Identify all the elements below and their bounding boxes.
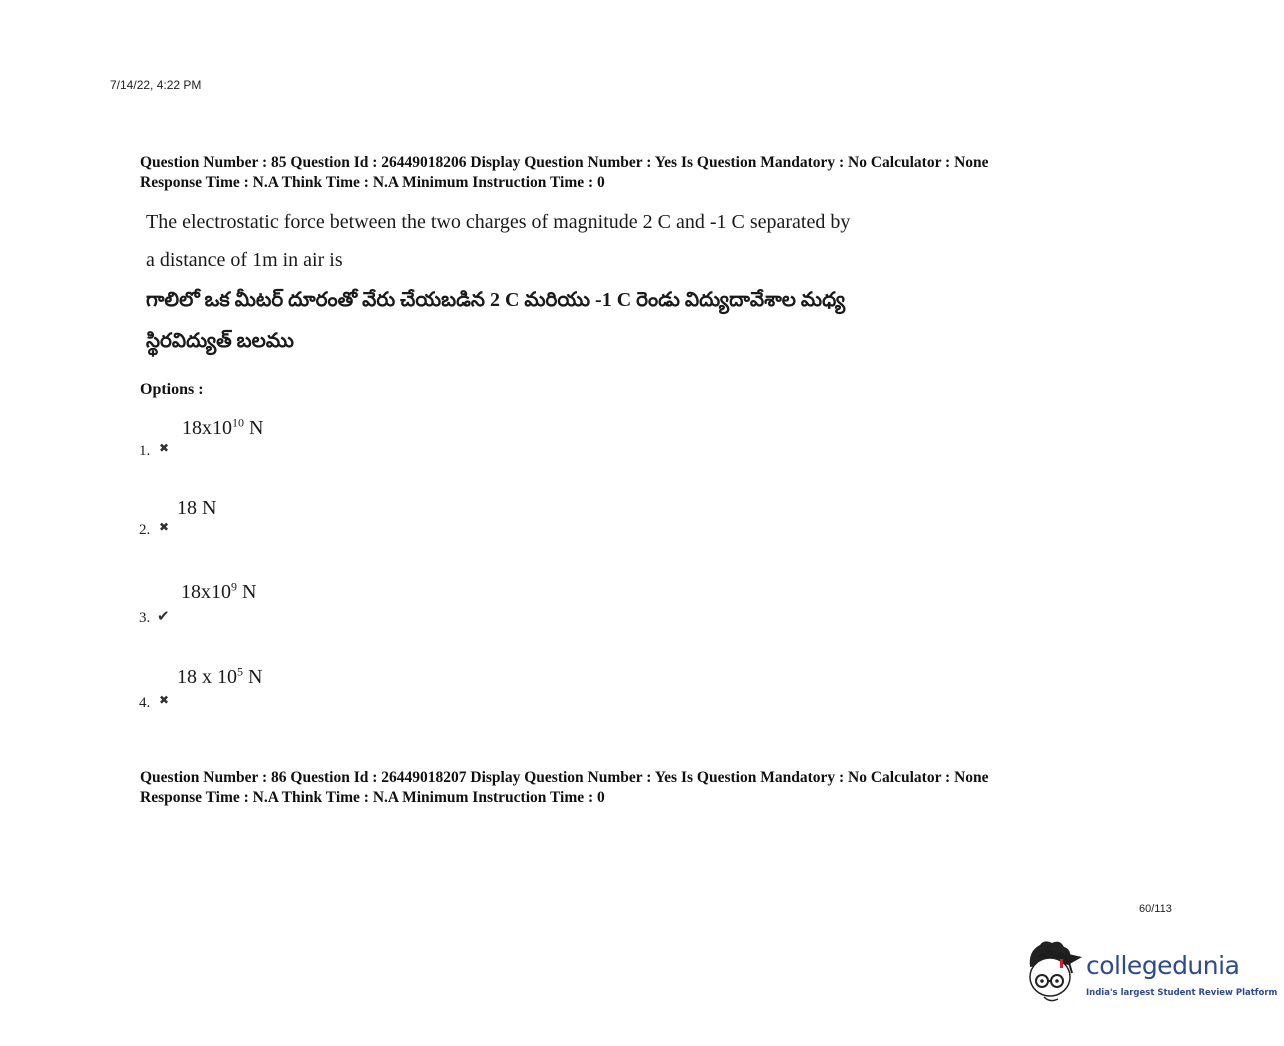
option-2-text (177, 497, 216, 520)
option-1-number: 1. (139, 443, 151, 459)
option-4-text (177, 666, 262, 689)
option-3-exponent: 9 (231, 579, 237, 594)
cross-mark-icon: ✖ (159, 693, 170, 707)
option-3-text (181, 581, 256, 604)
option-4-exponent: 5 (237, 664, 243, 679)
question-86-metadata (140, 768, 989, 807)
option-2-base: 18 N (177, 497, 217, 519)
question-text-telugu-line-1: గాలిలో ఒక మీటర్ దూరంతో వేరు చేయబడిన 2 C మరియు -1 C రెండు విద్యుదావేశాల మధ్య (146, 289, 846, 311)
mascot-icon (1024, 937, 1086, 1009)
options-label: Options : (140, 381, 204, 398)
cross-mark-icon: ✖ (159, 520, 170, 534)
question-text-english-line-1: The electrostatic force between the two charges of magnitude 2 C and -1 C separated by (146, 211, 851, 233)
print-timestamp: 7/14/22, 4:22 PM (110, 78, 202, 92)
option-1-unit: N (244, 417, 264, 439)
question-85-meta-line-1: Question Number : 85 Question Id : 26449018206 Display Question Number : Yes Is Question Mandatory : No Calculator : None (140, 154, 989, 171)
question-86-meta-line-1: Question Number : 86 Question Id : 26449018207 Display Question Number : Yes Is Question Mandatory : No Calculator : None (140, 769, 989, 786)
page-number: 60/113 (1139, 903, 1172, 915)
question-86-meta-line-2: Response Time : N.A Think Time : N.A Minimum Instruction Time : 0 (140, 788, 605, 806)
question-85-text (146, 211, 850, 357)
option-3-unit: N (237, 581, 257, 603)
option-3-base: 18x10 (181, 581, 231, 603)
option-1-base: 18x10 (182, 417, 232, 439)
option-1-exponent: 10 (232, 415, 244, 430)
check-mark-icon: ✔ (157, 607, 170, 625)
option-2-number: 2. (139, 522, 151, 538)
option-4-number: 4. (139, 695, 151, 711)
logo-tagline: India's largest Student Review Platform (1086, 988, 1278, 998)
question-85-metadata (140, 153, 989, 192)
option-4-unit: N (243, 666, 263, 688)
question-text-english-line-2: a distance of 1m in air is (146, 249, 343, 271)
option-4-base: 18 x 10 (177, 666, 237, 688)
logo-wordmark: collegedunia (1086, 951, 1240, 980)
option-3-number: 3. (139, 610, 151, 626)
question-85-meta-line-2: Response Time : N.A Think Time : N.A Minimum Instruction Time : 0 (140, 173, 605, 191)
collegedunia-logo (1024, 937, 1278, 1009)
option-1-text (182, 417, 263, 440)
cross-mark-icon: ✖ (159, 441, 170, 455)
question-text-telugu-line-2: స్థిరవిద్యుత్ బలము (146, 330, 294, 352)
